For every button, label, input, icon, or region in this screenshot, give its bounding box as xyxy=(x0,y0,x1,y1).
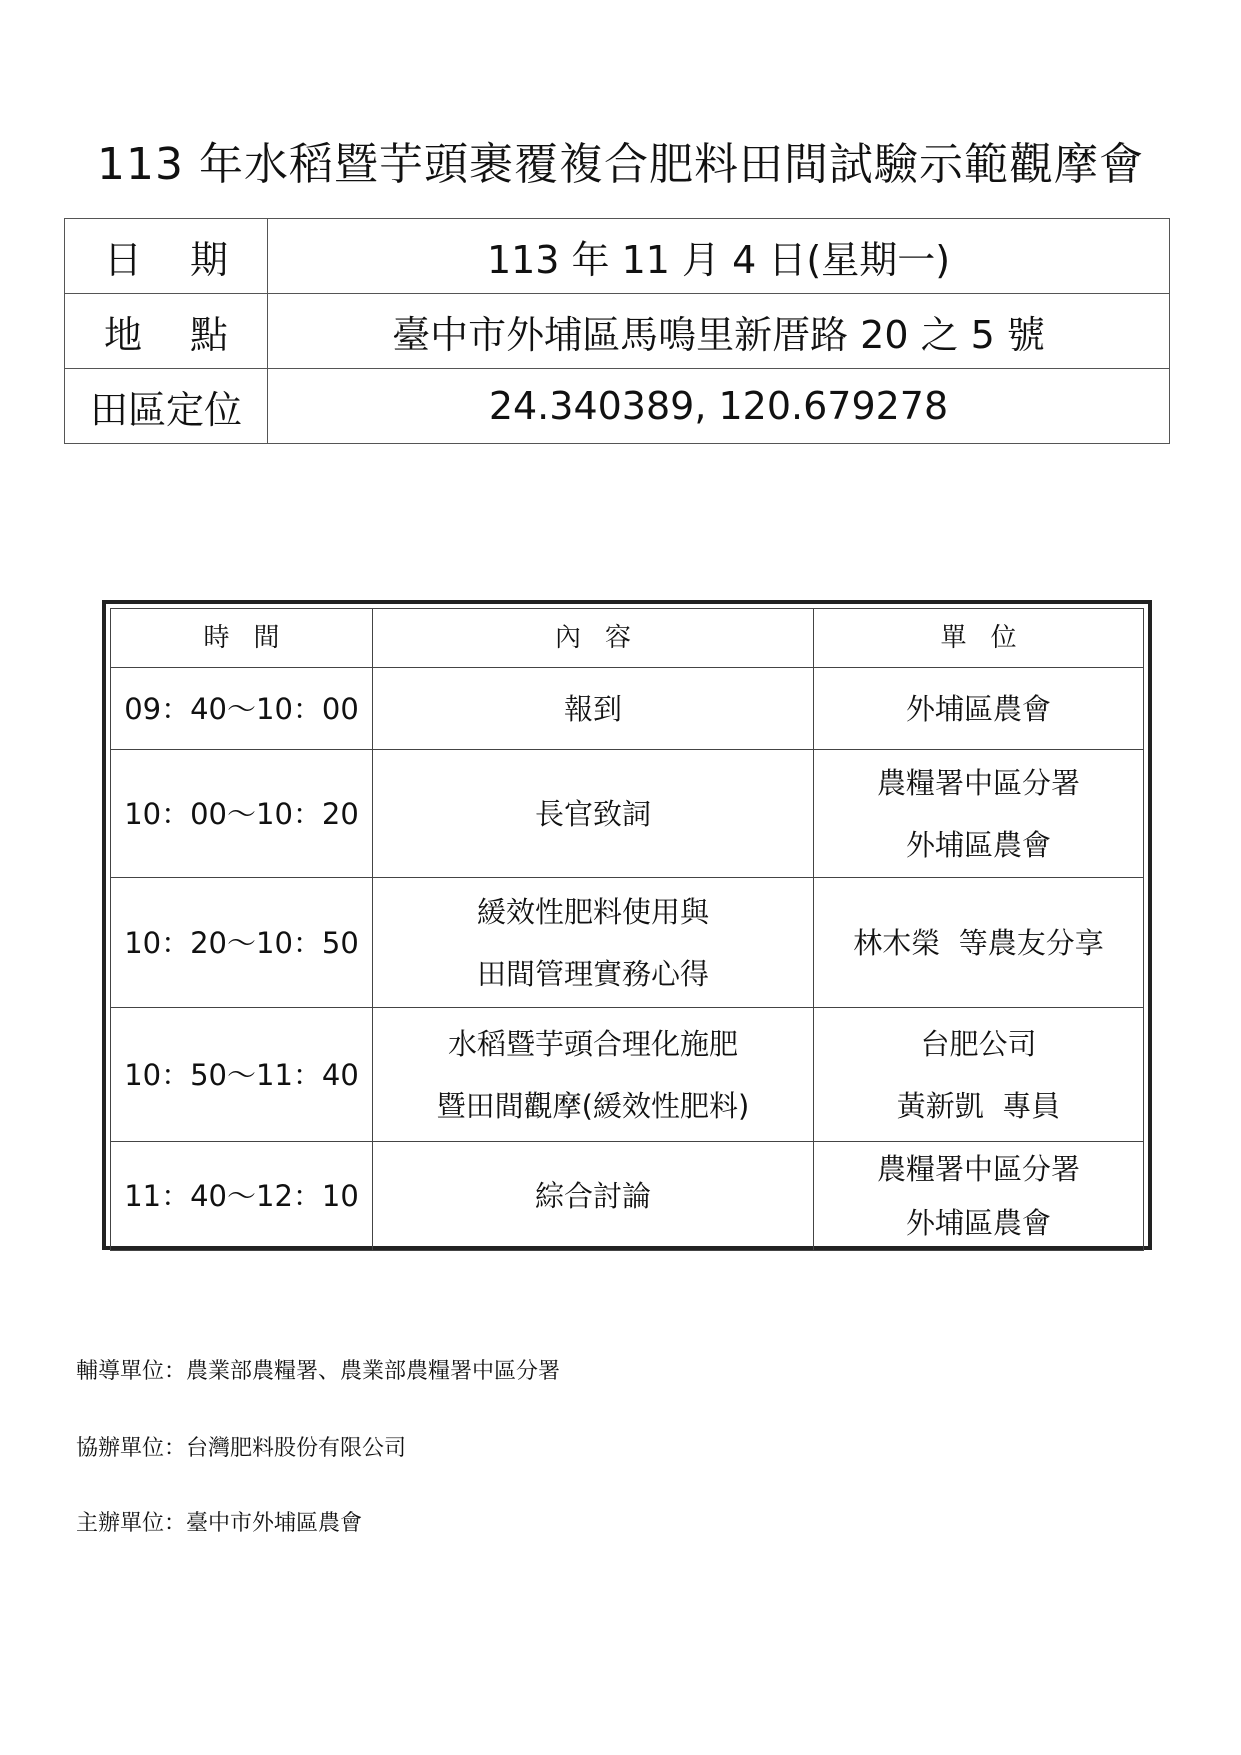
schedule-row xyxy=(111,1008,1144,1142)
schedule-row xyxy=(111,1142,1144,1251)
schedule-time: 09：40～10：00 xyxy=(111,668,373,750)
schedule-header-row xyxy=(111,609,1144,668)
page-title: 113 年水稻暨芋頭裹覆複合肥料田間試驗示範觀摩會 xyxy=(97,139,1144,190)
info-row-location xyxy=(65,294,1170,369)
schedule-content: 報到 xyxy=(373,668,814,750)
schedule-row xyxy=(111,750,1144,878)
info-label: 田區定位 xyxy=(65,369,268,444)
column-header-time: 時間 xyxy=(111,609,373,668)
schedule-content: 長官致詞 xyxy=(373,750,814,878)
schedule-time: 11：40～12：10 xyxy=(111,1142,373,1251)
schedule-table xyxy=(110,608,1144,1251)
schedule-unit: 外埔區農會 xyxy=(814,668,1144,750)
schedule-content: 綜合討論 xyxy=(373,1142,814,1251)
schedule-time: 10：20～10：50 xyxy=(111,878,373,1008)
column-header-content: 內容 xyxy=(373,609,814,668)
schedule-content: 緩效性肥料使用與 田間管理實務心得 xyxy=(373,878,814,1008)
info-label: 日期 xyxy=(65,219,268,294)
info-value: 24.340389, 120.679278 xyxy=(268,369,1170,444)
event-info-table xyxy=(64,218,1170,444)
co-organizer-unit: 協辦單位：台灣肥料股份有限公司 xyxy=(76,1436,407,1461)
column-header-unit: 單位 xyxy=(814,609,1144,668)
info-value: 113 年 11 月 4 日(星期一) xyxy=(268,219,1170,294)
schedule-unit: 台肥公司 黃新凱 專員 xyxy=(814,1008,1144,1142)
schedule-frame xyxy=(102,600,1152,1250)
info-row-date xyxy=(65,219,1170,294)
organizer-unit: 主辦單位：臺中市外埔區農會 xyxy=(76,1511,363,1536)
schedule-unit: 林木榮 等農友分享 xyxy=(814,878,1144,1008)
schedule-row xyxy=(111,878,1144,1008)
schedule-content: 水稻暨芋頭合理化施肥 暨田間觀摩(緩效性肥料) xyxy=(373,1008,814,1142)
info-label: 地點 xyxy=(65,294,268,369)
schedule-unit: 農糧署中區分署 外埔區農會 xyxy=(814,1142,1144,1251)
schedule-time: 10：50～11：40 xyxy=(111,1008,373,1142)
schedule-time: 10：00～10：20 xyxy=(111,750,373,878)
advisory-unit: 輔導單位：農業部農糧署、農業部農糧署中區分署 xyxy=(76,1359,561,1384)
schedule-row xyxy=(111,668,1144,750)
info-value: 臺中市外埔區馬鳴里新厝路 20 之 5 號 xyxy=(268,294,1170,369)
schedule-unit: 農糧署中區分署 外埔區農會 xyxy=(814,750,1144,878)
info-row-coordinates xyxy=(65,369,1170,444)
